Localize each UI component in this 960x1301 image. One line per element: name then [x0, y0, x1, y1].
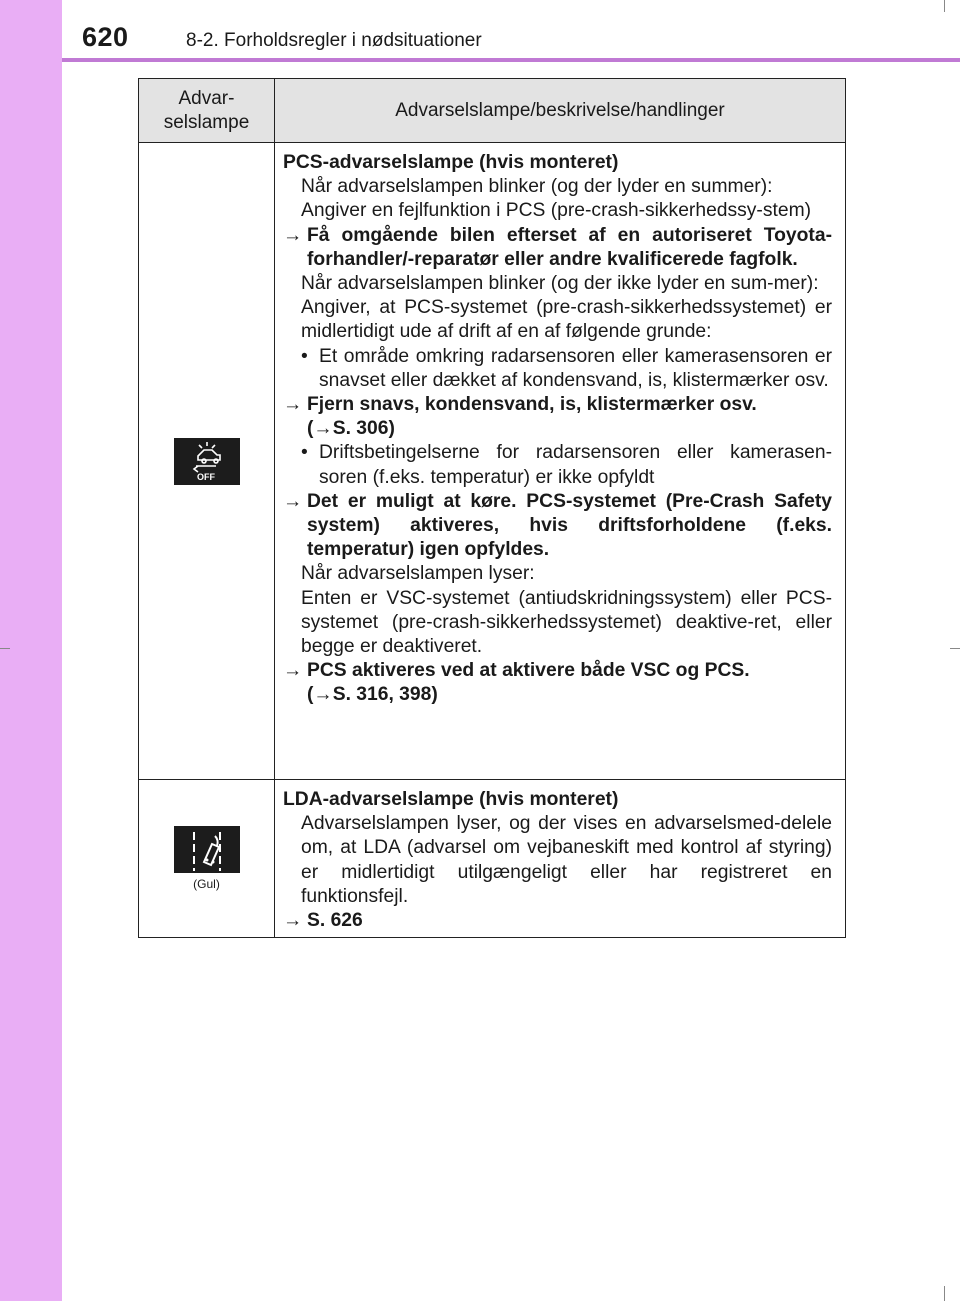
crop-mark — [950, 648, 960, 649]
page-reference: (→S. 316, 398) — [307, 684, 438, 706]
crop-mark — [944, 0, 945, 12]
table-row — [139, 779, 845, 937]
section-title: 8-2. Forholdsregler i nødsituationer — [186, 30, 482, 51]
paragraph: Advarselslampen lyser, og der vises en advarselsmed-delele om, at LDA (advarsel om vejbaneskift med kontrol af styring) er midlertidigt utilgængeligt eller har registreret en funktionsfejl. — [301, 813, 832, 907]
lane-departure-warning-icon — [174, 826, 240, 873]
lamp-cell — [139, 780, 275, 937]
bullet-text: Driftsbetingelserne for radarsensoren eller kamerasen-soren (f.eks. temperatur) er ikke opfyldt — [319, 442, 832, 488]
action-item — [283, 224, 832, 272]
arrow-icon: → — [283, 394, 303, 416]
bullet-item — [283, 441, 832, 489]
action-text: PCS aktiveres ved at aktivere både VSC og PCS. — [307, 660, 750, 682]
column-header-lamp: Advar- selslampe — [139, 79, 275, 142]
action-item — [283, 490, 832, 563]
table-row — [139, 142, 845, 779]
arrow-icon: → — [283, 224, 303, 246]
crop-mark — [0, 648, 10, 649]
chapter-side-band — [0, 0, 62, 1301]
arrow-icon: → — [283, 490, 303, 512]
paragraph: Når advarselslampen lyser: — [301, 563, 535, 585]
lamp-title: PCS-advarselslampe (hvis monteret) — [283, 152, 619, 173]
header-rule — [62, 58, 960, 62]
lamp-color-caption: (Gul) — [193, 877, 220, 891]
action-item — [283, 909, 832, 933]
paragraph: Når advarselslampen blinker (og der lyder en summer): — [301, 176, 773, 198]
bullet-item — [283, 345, 832, 393]
action-item — [283, 659, 832, 683]
bullet-icon: • — [301, 345, 308, 367]
warning-lamp-table — [138, 78, 846, 938]
description-cell — [275, 143, 845, 779]
lamp-cell — [139, 143, 275, 779]
bullet-icon: • — [301, 442, 308, 464]
svg-text:OFF: OFF — [196, 471, 215, 482]
action-text: S. 626 — [307, 910, 363, 932]
action-item — [283, 393, 832, 417]
arrow-icon: → — [283, 660, 303, 682]
action-text: Fjern snavs, kondensvand, is, klistermærker osv. — [307, 394, 757, 416]
arrow-icon: → — [283, 910, 303, 932]
pcs-off-warning-icon — [174, 438, 240, 485]
page-reference: (→S. 306) — [307, 418, 395, 440]
crop-mark — [944, 1286, 945, 1301]
page-number: 620 — [82, 22, 129, 52]
paragraph: Enten er VSC-systemet (antiudskridningssystem) eller PCS-systemet (pre-crash-sikkerhedssystemet) deaktive-ret, eller begge er deaktiveret. — [301, 587, 832, 658]
table-header-row — [139, 79, 845, 142]
column-header-description: Advarselslampe/beskrivelse/handlinger — [395, 99, 725, 121]
action-text: Det er muligt at køre. PCS-systemet (Pre-Crash Safety system) aktiveres, hvis driftsforholdene (f.eks. temperatur) igen opfyldes. — [307, 490, 832, 561]
paragraph: Angiver en fejlfunktion i PCS (pre-crash-sikkerhedssy-stem) — [301, 200, 812, 222]
paragraph: Angiver, at PCS-systemet (pre-crash-sikkerhedssystemet) er midlertidigt ude af drift af en af følgende grunde: — [301, 297, 832, 343]
description-cell — [275, 780, 845, 937]
action-text: Få omgående bilen efterset af en autoriseret Toyota-forhandler/-reparatør eller andre kvalificerede fagfolk. — [307, 224, 832, 270]
lamp-title: LDA-advarselslampe (hvis monteret) — [283, 789, 619, 810]
paragraph: Når advarselslampen blinker (og der ikke lyder en sum-mer): — [301, 273, 819, 295]
bullet-text: Et område omkring radarsensoren eller kamerasensoren er snavset eller dækket af kondensvand, is, klistermærker osv. — [319, 345, 832, 391]
